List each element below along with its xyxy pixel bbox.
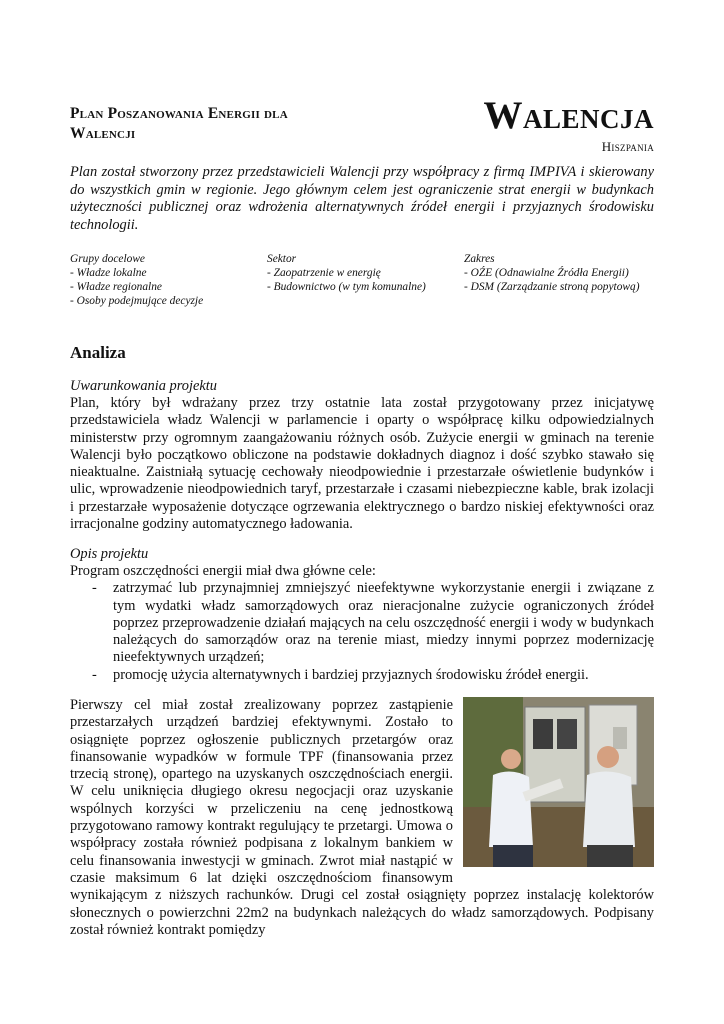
country-label: Hiszpania xyxy=(601,139,654,154)
goal-text: zatrzymać lub przynajmniej zmniejszyć nieefektywne wykorzystanie energii i związane z tym wydatki władz samorządowych oraz nieracjonalne zużycie ograniczonych źródeł poprzez przeprowadzenie działań mających na celu oszczędność energii i wody w budynkach należących do samorządów oraz na terenie miast, miedzy innymi poprzez modernizację nieefektywnych urządzeń; xyxy=(113,580,654,666)
goals-list xyxy=(70,580,654,684)
target-group-item: - Władze lokalne xyxy=(70,267,147,279)
document-title: Plan Poszanowania Energii dla Walencji xyxy=(70,105,288,142)
description-lead: Program oszczędności energii miał dwa główne cele: xyxy=(70,563,376,579)
list-item: - zatrzymać lub przynajmniej zmniejszyć nieefektywne wykorzystanie energii i związane z tym wydatki władz samorządowych oraz nieracjonalne zużycie ograniczonych źródeł poprzez przeprowadzenie działań mających na celu oszczędność energii i wody w budynkach należących do samorządów oraz na terenie miast, miedzy innymi poprzez modernizację nieefektywnych urządzeń; xyxy=(92,580,654,666)
sector xyxy=(267,252,426,294)
analysis-heading: Analiza xyxy=(70,343,126,362)
target-group-item: - Władze regionalne xyxy=(70,281,162,293)
sector-item: - Budownictwo (w tym komunalne) xyxy=(267,281,426,293)
target-groups-title: Grupy docelowe xyxy=(70,253,145,265)
scope-item: - OŹE (Odnawialne Źródła Energii) xyxy=(464,267,629,279)
body-section xyxy=(70,697,654,939)
target-groups xyxy=(70,252,203,308)
project-conditions xyxy=(70,378,654,533)
document-page xyxy=(70,0,654,1024)
scope-title: Zakres xyxy=(464,253,495,265)
conditions-subheading: Uwarunkowania projektu xyxy=(70,378,217,394)
photo-illustration xyxy=(463,697,654,867)
scope-item: - DSM (Zarządzanie stroną popytową) xyxy=(464,281,640,293)
conditions-paragraph: Plan, który był wdrażany przez trzy ostatnie lata został przygotowany przez inicjatywę przedstawiciela władz Walencji w parlamencie i oparty o współpracę kilku odpowiedzialnych ministerstw przy ogromnym zaangażowaniu różnych osób. Zużycie energii w gminach na terenie Walencji było początkowo obliczone na podstawie dokładnych diagnoz i dość szybko stawało się nieaktualne. Zaistniałą sytuację cechowały nieodpowiednie i przestarzałe oświetlenie budynków i ulic, wprowadzenie nieodpowiednich taryf, przestarzałe i czasami niebezpieczne kable, brak izolacji i przestarzałe wyposażenie dotyczące ogrzewania elektrycznego o bardzo niskiej efektywności oraz irracjonalne godziny automatycznego ładowania. xyxy=(70,395,654,533)
body-paragraph: Pierwszy cel miał został zrealizowany poprzez zastąpienie przestarzałych urządzeń bardziej efektywnymi. Zostało to osiągnięte poprzez ogłoszenie publicznych przetargów oraz finansowanie wypadków w formule TPF (finansowania przez trzecią stronę), opartego na uzyskanych oszczędnościach energii. W celu uniknięcia długiego okresu negocjacji oraz uzyskanie wspólnych korzyści w przeliczeniu na cenę jednostkową przygotowano ramowy kontrakt regulujący te przetargi. Umowa o współpracy została również podpisana z lokalnym bankiem w celu finansowania inwestycji w gminach. Zwrot miał nastąpić w czasie maksimum 6 lat dzięki oszczędnościom finansowym wynikającym z niższych rachunków. Drugi cel został osiągnięty poprzez instalację kolektorów słonecznych o powierzchni 22m2 na budynkach należących do władz samorządowych. Podpisany został również kontrakt pomiędzy xyxy=(70,697,654,938)
city-title: Walencja xyxy=(483,94,654,137)
sector-item: - Zaopatrzenie w energię xyxy=(267,267,381,279)
goal-text: promocję użycia alternatywnych i bardziej przyjaznych środowisku źródeł energii. xyxy=(113,666,589,683)
target-group-item: - Osoby podejmujące decyzje xyxy=(70,295,204,307)
intro-paragraph: Plan został stworzony przez przedstawicieli Walencji przy współpracy z firmą IMPIVA i skierowany do wszystkich gmin w regionie. Jego głównym celem jest ograniczenie strat energii w budynkach użyteczności publicznej oraz wdrożenia alternatywnych źródeł energii i przyjaznych środowisku technologii. xyxy=(70,164,654,233)
workers-photo xyxy=(463,697,654,867)
project-meta xyxy=(70,252,654,314)
scope xyxy=(464,252,640,294)
project-description xyxy=(70,546,654,684)
document-header xyxy=(70,92,654,164)
description-subheading: Opis projektu xyxy=(70,546,149,562)
sector-title: Sektor xyxy=(267,253,297,265)
list-item: - promocję użycia alternatywnych i bardziej przyjaznych środowisku źródeł energii. xyxy=(92,666,589,683)
